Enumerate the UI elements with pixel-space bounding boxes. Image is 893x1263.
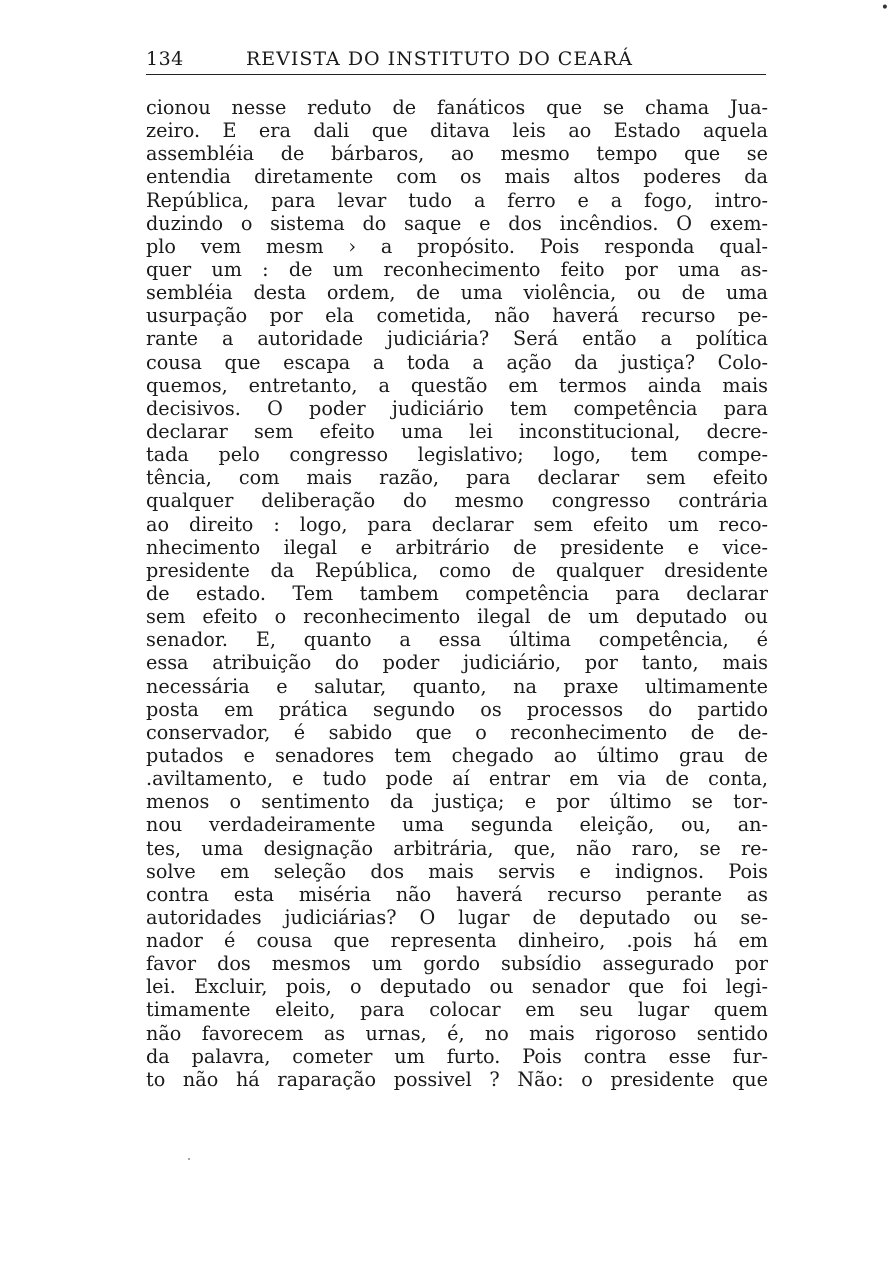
text-line: declarar sem efeito uma lei inconstitucional, decre- bbox=[146, 419, 768, 443]
text-line: ao direito : logo, para declarar sem efeito um reco- bbox=[146, 512, 768, 536]
text-line: solve em seleção dos mais servis e indignos. Pois bbox=[146, 859, 768, 883]
text-line: lei. Excluir, pois, o deputado ou senador que foi legi- bbox=[146, 975, 768, 999]
text-line: favor dos mesmos um gordo subsídio assegurado por bbox=[146, 952, 768, 976]
text-line: nhecimento ilegal e arbitrário de presidente e vice- bbox=[146, 535, 768, 559]
text-line: tada pelo congresso legislativo; logo, tem compe- bbox=[146, 443, 768, 467]
text-line: essa atribuição do poder judiciário, por tanto, mais bbox=[146, 651, 768, 675]
text-line: presidente da República, como de qualquer dresidente bbox=[146, 558, 768, 582]
corner-mark: • bbox=[880, 0, 889, 16]
text-line: zeiro. E era dali que ditava leis ao Estado aquela bbox=[146, 119, 768, 143]
text-line: quemos, entretanto, a questão em termos ainda mais bbox=[146, 373, 768, 397]
text-line: cousa que escapa a toda a ação da justiça? Colo- bbox=[146, 350, 768, 374]
text-line: nador é cousa que representa dinheiro, .pois há em bbox=[146, 929, 768, 953]
text-line: putados e senadores tem chegado ao último grau de bbox=[146, 743, 768, 767]
text-line: da palavra, cometer um furto. Pois contra esse fur- bbox=[146, 1044, 768, 1068]
text-line: quer um : de um reconhecimento feito por uma as- bbox=[146, 257, 768, 281]
text-line: senador. E, quanto a essa última competência, é bbox=[146, 628, 768, 652]
page-number: 134 bbox=[146, 48, 184, 70]
page-header bbox=[146, 44, 766, 75]
text-line: de estado. Tem tambem competência para declarar bbox=[146, 581, 768, 605]
text-line: tes, uma designação arbitrária, que, não raro, se re- bbox=[146, 836, 768, 860]
text-line: duzindo o sistema do saque e dos incêndios. O exem- bbox=[146, 211, 768, 235]
text-line: plo vem mesm › a propósito. Pois responda qual- bbox=[146, 234, 768, 258]
text-line: assembléia de bárbaros, ao mesmo tempo que se bbox=[146, 142, 768, 166]
text-line: menos o sentimento da justiça; e por último se tor- bbox=[146, 790, 768, 814]
text-line: to não há raparação possivel ? Não: o presidente que bbox=[146, 1067, 768, 1091]
text-line: cionou nesse reduto de fanáticos que se chama Jua- bbox=[146, 96, 768, 119]
text-line: contra esta miséria não haverá recurso perante as bbox=[146, 882, 768, 906]
text-line: sem efeito o reconhecimento ilegal de um deputado ou bbox=[146, 605, 768, 629]
text-line: não favorecem as urnas, é, no mais rigoroso sentido bbox=[146, 1021, 768, 1045]
text-line: tência, com mais razão, para declarar sem efeito bbox=[146, 466, 768, 490]
text-line: timamente eleito, para colocar em seu lugar quem bbox=[146, 998, 768, 1022]
text-line: necessária e salutar, quanto, na praxe ultimamente bbox=[146, 674, 768, 698]
text-line: rante a autoridade judiciária? Será então a política bbox=[146, 327, 768, 351]
text-line: decisivos. O poder judiciário tem competência para bbox=[146, 396, 768, 420]
text-line: usurpação por ela cometida, não haverá recurso pe- bbox=[146, 304, 768, 328]
body-text bbox=[146, 96, 768, 1091]
text-line: nou verdadeiramente uma segunda eleição, ou, an- bbox=[146, 813, 768, 837]
text-line: sembléia desta ordem, de uma violência, ou de uma bbox=[146, 281, 768, 305]
text-line: República, para levar tudo a ferro e a fogo, intro- bbox=[146, 188, 768, 212]
text-line: posta em prática segundo os processos do partido bbox=[146, 697, 768, 721]
text-line: qualquer deliberação do mesmo congresso contrária bbox=[146, 489, 768, 513]
text-line: conservador, é sabido que o reconhecimento de de- bbox=[146, 720, 768, 744]
running-title: REVISTA DO INSTITUTO DO CEARÁ bbox=[246, 48, 633, 70]
text-line: entendia diretamente com os mais altos poderes da bbox=[146, 165, 768, 189]
text-line: .aviltamento, e tudo pode aí entrar em via de conta, bbox=[146, 767, 768, 791]
text-line: autoridades judiciárias? O lugar de deputado ou se- bbox=[146, 905, 768, 929]
print-speck bbox=[188, 1158, 190, 1160]
